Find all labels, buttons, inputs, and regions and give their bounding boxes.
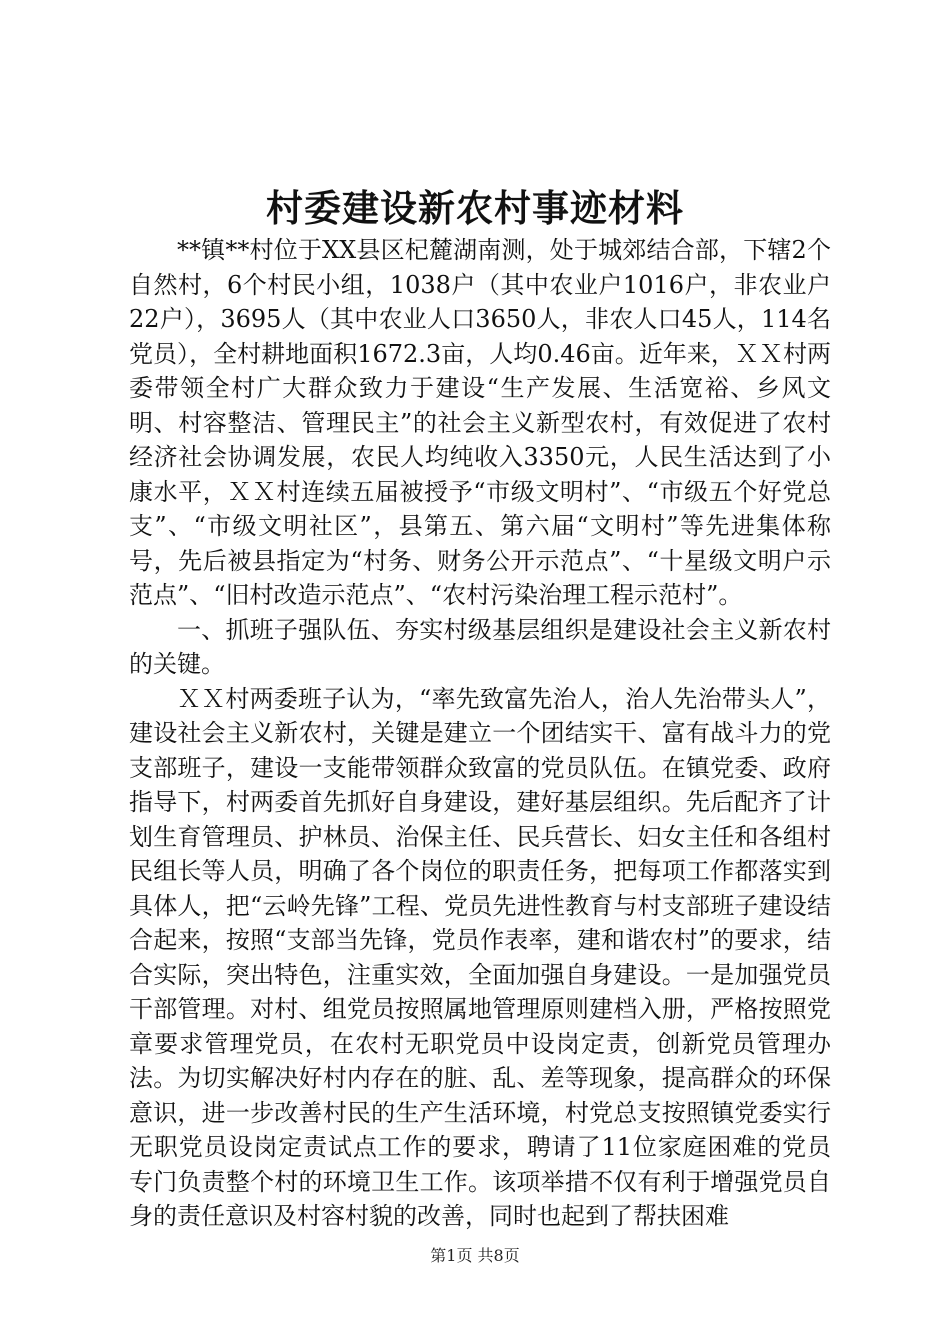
paragraph-intro: **镇**村位于XX县区杞麓湖南测，处于城郊结合部，下辖2个自然村，6个村民小组，1038户（其中农业户1016户，非农业户22户），3695人（其中农业人口3650人，非农人口45人，114名党员），全村耕地面积1672.3亩，人均0.46亩。近年来，ＸＸ村两委带领全村广大群众致力于建设“生产发展、生活宽裕、乡风文明、村容整洁、管理民主”的社会主义新型农村，有效促进了农村经济社会协调发展，农民人均纯收入3350元，人民生活达到了小康水平，ＸＸ村连续五届被授予“市级文明村”、“市级五个好党总支”、“市级文明社区”，县第五、第六届“文明村”等先进集体称号，先后被县指定为“村务、财务公开示范点”、“十星级文明户示范点”、“旧村改造示范点”、“农村污染治理工程示范村”。 — [129, 236, 831, 609]
document-title: 村委建设新农村事迹材料 — [266, 186, 684, 230]
paragraph-leadership: ＸＸ村两委班子认为，“率先致富先治人，治人先治带头人”，建设社会主义新农村，关键是建立一个团结实干、富有战斗力的党支部班子，建设一支能带领群众致富的党员队伍。在镇党委、政府指导下，村两委首先抓好自身建设，建好基层组织。先后配齐了计划生育管理员、护林员、治保主任、民兵营长、妇女主任和各组村民组长等人员，明确了各个岗位的职责任务，把每项工作都落实到具体人，把“云岭先锋”工程、党员先进性教育与村支部班子建设结合起来，按照“支部当先锋，党员作表率，建和谐农村”的要求，结合实际，突出特色，注重实效，全面加强自身建设。一是加强党员干部管理。对村、组党员按照属地管理原则建档入册，严格按照党章要求管理党员，在农村无职党员中设岗定责，创新党员管理办法。为切实解决好村内存在的脏、乱、差等现象，提高群众的环保意识，进一步改善村民的生产生活环境，村党总支按照镇党委实行无职党员设岗定责试点工作的要求，聘请了11位家庭困难的党员专门负责整个村的环境卫生工作。该项举措不仅有利于增强党员自身的责任意识及村容村貌的改善，同时也起到了帮扶困难 — [129, 684, 831, 1230]
page-number-footer: 第1页 共8页 — [430, 1246, 520, 1265]
document-body — [129, 233, 831, 1234]
paragraph-section-heading: 一、抓班子强队伍、夯实村级基层组织是建设社会主义新农村的关键。 — [129, 615, 831, 678]
